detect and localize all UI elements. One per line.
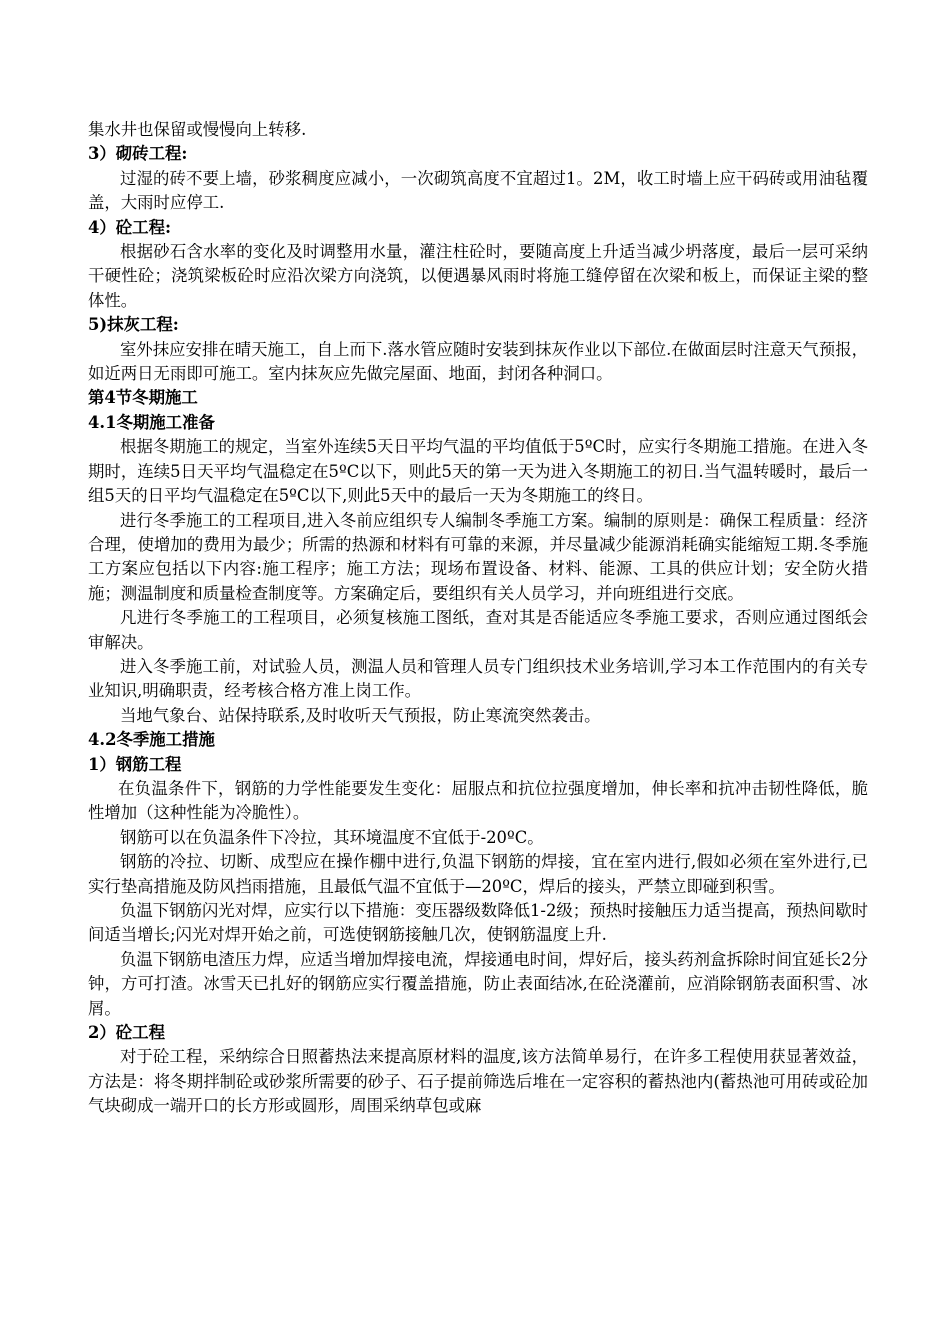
paragraph: 钢筋可以在负温条件下冷拉，其环境温度不宜低于-20ºC。 (120, 827, 544, 847)
paragraph: 负温下钢筋电渣压力焊，应适当增加焊接电流，焊接通电时间，焊好后，接头药剂盒拆除时间宜延长2分钟，方可打渣。冰雪天已扎好的钢筋应实行覆盖措施，防止表面结冰,在砼浇灌前，应消除钢筋表面积雪、冰屑。 (88, 949, 869, 1018)
paragraph: 进入冬季施工前，对试验人员，测温人员和管理人员专门组织技术业务培训,学习本工作范围内的有关专业知识,明确职责，经考核合格方准上岗工作。 (88, 656, 868, 701)
paragraph: 根据砂石含水率的变化及时调整用水量，灌注柱砼时，要随高度上升适当减少坍落度，最后一层可采纳干硬性砼；浇筑梁板砼时应沿次梁方向浇筑，以便遇暴风雨时将施工缝停留在次梁和板上，而保证主梁的整体性。 (88, 242, 868, 310)
document-body (88, 118, 868, 1119)
paragraph: 当地气象台、站保持联系,及时收听天气预报，防止寒流突然袭击。 (120, 705, 601, 725)
paragraph: 在负温条件下，钢筋的力学性能要发生变化：屈服点和抗位拉强度增加，伸长率和抗冲击韧性降低，脆性增加（这种性能为冷脆性）。 (88, 778, 868, 823)
paragraph: 室外抹应安排在晴天施工，自上而下.落水管应随时安装到抹灰作业以下部位.在做面层时注意天气预报，如近两日无雨即可施工。室内抹灰应先做完屋面、地面，封闭各种洞口。 (88, 339, 868, 384)
section-heading: 4.2冬季施工措施 (88, 730, 215, 750)
paragraph: 凡进行冬季施工的工程项目，必须复核施工图纸，查对其是否能适应冬季施工要求，否则应通过图纸会审解决。 (88, 608, 868, 652)
section-heading: 5)抹灰工程: (88, 315, 179, 335)
paragraph: 根据冬期施工的规定，当室外连续5天日平均气温的平均值低于5ºC时，应实行冬期施工措施。在进入冬期时，连续5日天平均气温稳定在5ºC以下，则此5天的第一天为进入冬期施工的初日.当气温转暖时，最后一组5天的日平均气温稳定在5ºC以下,则此5天中的最后一天为冬期施工的终日。 (88, 437, 868, 506)
section-heading: 3）砌砖工程: (88, 144, 188, 164)
section-heading: 4）砼工程: (88, 217, 172, 237)
section-heading: 2）砼工程 (88, 1023, 165, 1043)
paragraph: 集水井也保留或慢慢向上转移. (88, 120, 307, 139)
paragraph: 过湿的砖不要上墙，砂浆稠度应减小，一次砌筑高度不宜超过1。2M，收工时墙上应干码砖或用油毡覆盖，大雨时应停工. (88, 168, 868, 213)
paragraph: 负温下钢筋闪光对焊，应实行以下措施：变压器级数降低1-2级；预热时接触压力适当提高，预热间歇时间适当增长;闪光对焊开始之前，可选使钢筋接触几次，使钢筋温度上升. (88, 901, 868, 945)
section-heading: 1）钢筋工程 (88, 754, 182, 774)
section-heading: 第4节冬期施工 (88, 388, 198, 408)
paragraph: 对于砼工程，采纳综合日照蓄热法来提高原材料的温度,该方法简单易行，在许多工程使用获显著效益，方法是：将冬期拌制砼或砂浆所需要的砂子、石子提前筛选后堆在一定容积的蓄热池内(蓄热池可用砖或砼加气块砌成一端开口的长方形或圆形，周围采纳草包或麻 (88, 1047, 868, 1116)
section-heading: 4.1冬期施工准备 (88, 412, 215, 432)
paragraph: 钢筋的冷拉、切断、成型应在操作棚中进行,负温下钢筋的焊接，宜在室内进行,假如必须在室外进行,已实行垫高措施及防风挡雨措施，且最低气温不宜低于—20ºC，焊后的接头，严禁立即碰到积雪。 (88, 852, 868, 896)
paragraph: 进行冬季施工的工程项目,进入冬前应组织专人编制冬季施工方案。编制的原则是：确保工程质量：经济合理，使增加的费用为最少；所需的热源和材料有可靠的来源，并尽量减少能源消耗确实能缩短工期.冬季施工方案应包括以下内容:施工程序；施工方法；现场布置设备、材料、能源、工具的供应计划；安全防火措施；测温制度和质量检查制度等。方案确定后，要组织有关人员学习，并向班组进行交底。 (88, 510, 868, 603)
